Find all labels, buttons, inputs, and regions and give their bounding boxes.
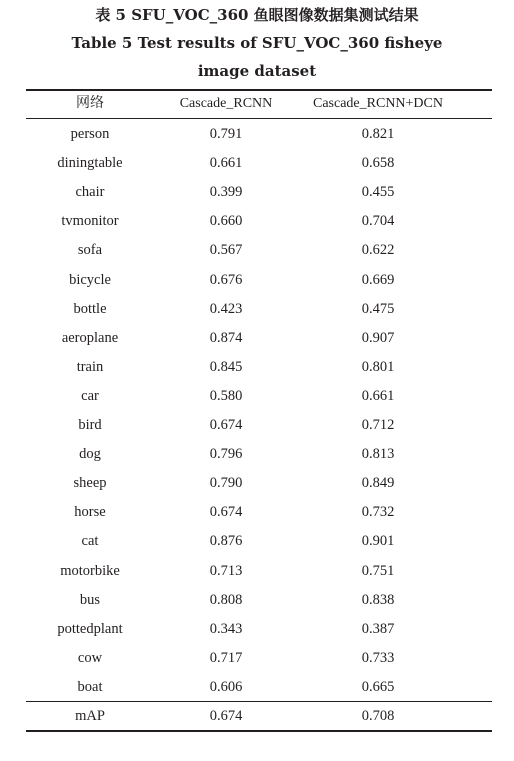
row-class-cell: car — [81, 387, 99, 404]
row-cascade-rcnn-cell: 0.713 — [209, 562, 243, 579]
row-cascade-rcnn-dcn-cell: 0.907 — [361, 329, 395, 346]
row-class-cell: tvmonitor — [61, 213, 119, 230]
table-row — [26, 324, 492, 353]
row-class-cell: pottedplant — [57, 620, 123, 637]
summary-cascade-rcnn-dcn: 0.708 — [361, 708, 395, 724]
table-row — [26, 266, 492, 295]
table-row — [26, 411, 492, 440]
row-cascade-rcnn-cell: 0.676 — [209, 271, 243, 288]
row-cascade-rcnn-dcn-cell: 0.712 — [361, 417, 395, 433]
row-cascade-rcnn-dcn-cell: 0.732 — [361, 504, 395, 521]
row-cascade-rcnn-cell: 0.660 — [209, 213, 243, 230]
table-row — [26, 557, 492, 586]
row-cascade-rcnn-dcn-cell: 0.751 — [361, 562, 395, 579]
row-cascade-rcnn-cell: 0.606 — [209, 678, 243, 695]
table-row — [26, 207, 492, 236]
row-cascade-rcnn-dcn-cell: 0.821 — [361, 126, 395, 142]
row-cascade-rcnn-dcn-cell: 0.733 — [361, 649, 395, 666]
row-cascade-rcnn-cell: 0.567 — [209, 242, 243, 259]
row-cascade-rcnn-dcn-cell: 0.665 — [361, 678, 395, 695]
row-class-cell: bus — [79, 591, 101, 608]
row-cascade-rcnn-cell: 0.791 — [209, 126, 243, 142]
table-row — [26, 353, 492, 382]
table-caption-chinese: 表 5 SFU_VOC_360 鱼眼图像数据集测试结果 — [95, 6, 419, 24]
row-cascade-rcnn-cell: 0.661 — [209, 155, 243, 172]
header-cascade-rcnn: Cascade_RCNN — [179, 96, 273, 111]
table-header-row — [26, 89, 492, 118]
row-class-cell: dog — [79, 446, 101, 463]
row-cascade-rcnn-dcn-cell: 0.661 — [361, 387, 395, 404]
table-row — [26, 236, 492, 265]
table-row — [26, 673, 492, 702]
table-row — [26, 178, 492, 207]
row-cascade-rcnn-dcn-cell: 0.813 — [361, 446, 395, 463]
row-cascade-rcnn-dcn-cell: 0.475 — [361, 300, 395, 317]
row-cascade-rcnn-dcn-cell: 0.622 — [361, 242, 395, 259]
row-cascade-rcnn-dcn-cell: 0.901 — [361, 533, 395, 550]
row-class-cell: chair — [75, 184, 105, 201]
row-cascade-rcnn-cell: 0.674 — [209, 504, 243, 521]
header-network: 网络 — [76, 96, 104, 111]
row-cascade-rcnn-dcn-cell: 0.838 — [361, 591, 395, 608]
row-class-cell: train — [76, 358, 104, 375]
row-cascade-rcnn-cell: 0.876 — [209, 533, 243, 550]
table-row — [26, 644, 492, 673]
row-cascade-rcnn-dcn-cell: 0.704 — [361, 213, 395, 230]
table-caption-english-line2: image dataset — [197, 62, 317, 80]
table-row — [26, 527, 492, 556]
table-summary-row — [26, 702, 492, 731]
summary-cascade-rcnn: 0.674 — [209, 708, 243, 724]
row-class-cell: sofa — [77, 242, 103, 259]
header-cascade-rcnn-dcn: Cascade_RCNN+DCN — [313, 96, 443, 111]
row-cascade-rcnn-cell: 0.874 — [209, 329, 243, 346]
row-cascade-rcnn-cell: 0.343 — [209, 620, 243, 637]
row-cascade-rcnn-dcn-cell: 0.849 — [361, 475, 395, 492]
row-cascade-rcnn-dcn-cell: 0.669 — [361, 271, 395, 288]
table-row — [26, 586, 492, 615]
row-cascade-rcnn-cell: 0.790 — [209, 475, 243, 492]
table-row — [26, 149, 492, 178]
row-class-cell: bird — [78, 417, 102, 433]
table-row — [26, 498, 492, 527]
row-class-cell: bottle — [73, 300, 107, 317]
table-header-rule — [26, 118, 492, 119]
row-class-cell: diningtable — [57, 155, 123, 172]
row-class-cell: horse — [74, 504, 106, 521]
row-cascade-rcnn-dcn-cell: 0.387 — [361, 620, 395, 637]
row-cascade-rcnn-cell: 0.674 — [209, 417, 243, 433]
row-cascade-rcnn-cell: 0.399 — [209, 184, 243, 201]
table-row — [26, 120, 492, 149]
row-cascade-rcnn-cell: 0.717 — [209, 649, 243, 666]
table-caption-english-line1: Table 5 Test results of SFU_VOC_360 fisheye — [71, 34, 443, 52]
row-class-cell: person — [70, 126, 110, 142]
row-class-cell: cat — [81, 533, 99, 550]
row-cascade-rcnn-cell: 0.796 — [209, 446, 243, 463]
row-class-cell: cow — [77, 649, 103, 666]
row-cascade-rcnn-dcn-cell: 0.801 — [361, 358, 395, 375]
row-cascade-rcnn-cell: 0.808 — [209, 591, 243, 608]
summary-label: mAP — [75, 708, 105, 724]
row-class-cell: bicycle — [69, 271, 111, 288]
table-row — [26, 382, 492, 411]
row-cascade-rcnn-dcn-cell: 0.455 — [361, 184, 395, 201]
row-class-cell: aeroplane — [61, 329, 119, 346]
row-cascade-rcnn-cell: 0.580 — [209, 387, 243, 404]
row-cascade-rcnn-cell: 0.845 — [209, 358, 243, 375]
row-cascade-rcnn-dcn-cell: 0.658 — [361, 155, 395, 172]
row-class-cell: motorbike — [60, 562, 120, 579]
row-cascade-rcnn-cell: 0.423 — [209, 300, 243, 317]
table-row — [26, 440, 492, 469]
row-class-cell: boat — [77, 678, 103, 695]
row-class-cell: sheep — [73, 475, 107, 492]
table-row — [26, 295, 492, 324]
table-row — [26, 469, 492, 498]
table-bottom-rule — [26, 730, 492, 732]
table-row — [26, 615, 492, 644]
